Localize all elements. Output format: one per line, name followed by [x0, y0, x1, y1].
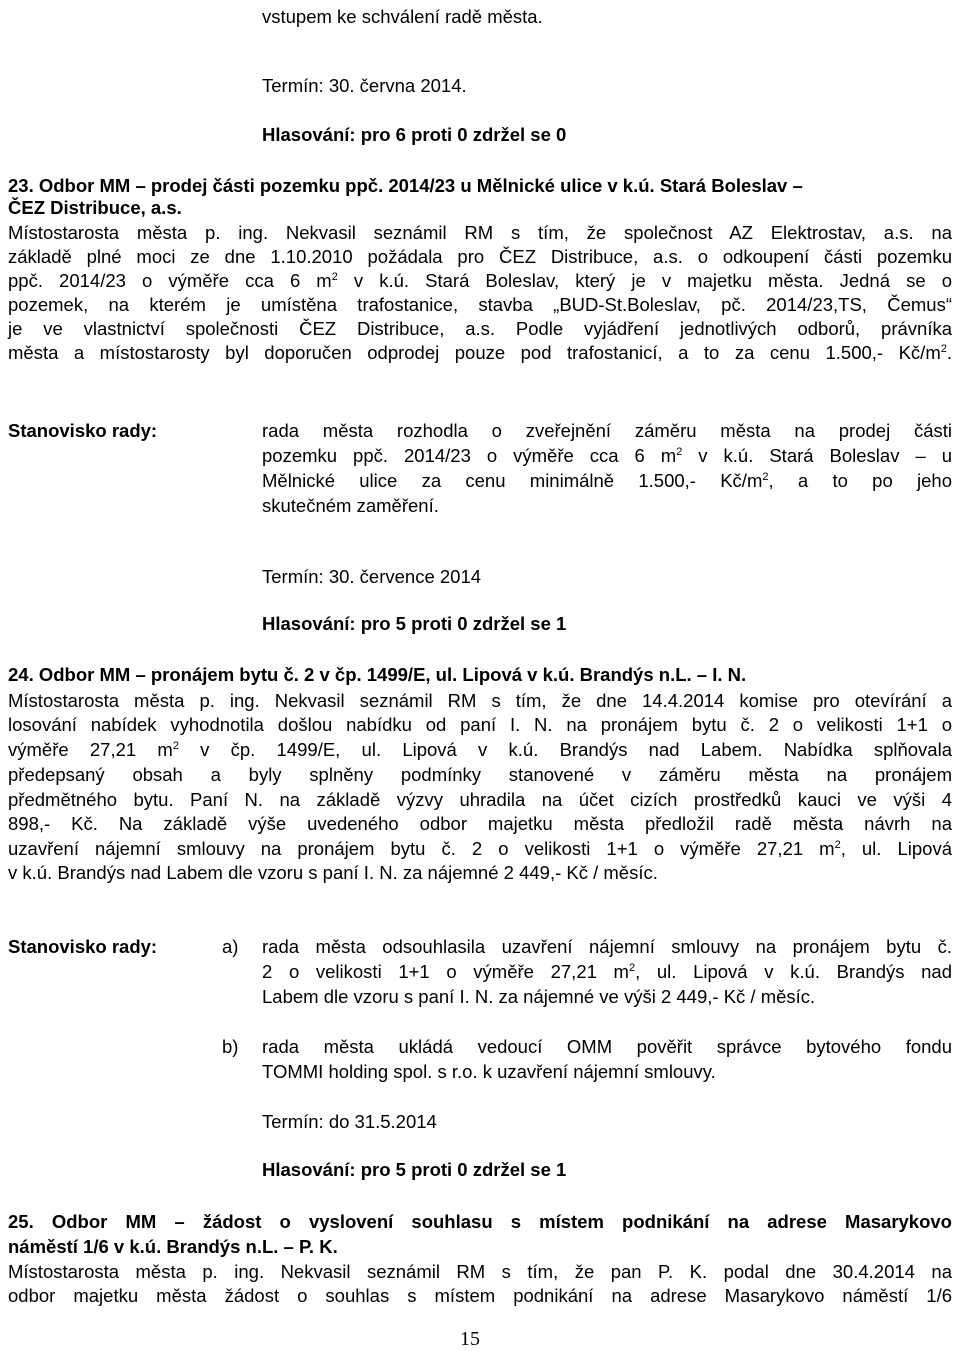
item24-line: v k.ú. Brandýs nad Labem dle vzoru s paní I. N. za nájemné 2 449,- Kč / měsíc. — [8, 862, 658, 883]
item23-heading-1: 23. Odbor MM – prodej části pozemku ppč. 2014/23 u Mělnické ulice v k.ú. Stará Boleslav – — [8, 175, 803, 196]
item24-line: výměře 27,21 $m^2$ v čp. 1499/E, ul. Lipová v k.ú. Brandýs nad Labem. Nabídka splňovala — [8, 739, 952, 760]
item25-line: Místostarosta města p. ing. Nekvasil seznámil RM s tím, že pan P. K. podal dne 30.4.2014 na — [8, 1261, 952, 1282]
item24-termin: Termín: do 31.5.2014 — [262, 1111, 437, 1132]
item24-stanovisko-label: Stanovisko rady: — [8, 936, 158, 957]
item24-b-line: rada města ukládá vedoucí OMM pověřit správce bytového fondu — [262, 1036, 952, 1057]
item24-line: losování nabídek vyhodnotila došlou nabídku od paní I. N. na pronájem bytu č. 2 o velikosti 1+1 o — [8, 714, 952, 735]
page-number: 15 — [460, 1328, 480, 1350]
item24-heading: 24. Odbor MM – pronájem bytu č. 2 v čp. 1499/E, ul. Lipová v k.ú. Brandýs n.L. – I. N. — [8, 664, 747, 685]
item23-stanovisko-line: rada města rozhodla o zveřejnění záměru města na prodej části — [262, 420, 952, 441]
item23-line: města a místostarosty byl doporučen odprodej pouze pod trafostanicí, a to za cenu 1.500,- $Kč/m^2$. — [8, 342, 952, 363]
item24-a-index: a) — [222, 936, 239, 957]
item24-a-line: Labem dle vzoru s paní I. N. za nájemné ve výši 2 449,- Kč / měsíc. — [262, 986, 816, 1007]
item24-line: uzavření nájemní smlouvy na pronájem bytu č. 2 o velikosti 1+1 o výměře 27,21 $m^2$, ul. Lipová — [8, 838, 952, 859]
intro-text: vstupem ke schválení radě města. — [262, 6, 543, 27]
item23-stanovisko-line: skutečném zaměření. — [262, 495, 439, 516]
item23-stanovisko-line: Mělnické ulice za cenu minimálně 1.500,- $Kč/m^2$, a to po jeho — [262, 470, 952, 491]
item24-line: předmětného bytu. Paní N. na základě výzvy uhradila na účet cizích prostředků kauci ve výši 4 — [8, 789, 952, 810]
item24-line: 898,- Kč. Na základě výše uvedeného odbor majetku města předložil radě města návrh na — [8, 813, 952, 834]
item23-termin: Termín: 30. července 2014 — [262, 566, 482, 587]
item23-line: Místostarosta města p. ing. Nekvasil seznámil RM s tím, že společnost AZ Elektrostav, a.s. na — [8, 222, 952, 243]
item25-line: odbor majetku města žádost o souhlas s místem podnikání na adrese Masarykovo náměstí 1/6 — [8, 1285, 952, 1306]
item23-heading-2: ČEZ Distribuce, a.s. — [8, 197, 182, 218]
item25-heading-2: náměstí 1/6 v k.ú. Brandýs n.L. – P. K. — [8, 1236, 338, 1257]
item24-b-index: b) — [222, 1036, 239, 1057]
item23-stanovisko-line: pozemku ppč. 2014/23 o výměře cca 6 $m^2$ v k.ú. Stará Boleslav – u — [262, 445, 952, 466]
item25-heading-1: 25. Odbor MM – žádost o vyslovení souhlasu s místem podnikání na adrese Masarykovo — [8, 1211, 952, 1232]
item24-line: předepsaný obsah a byly splněny podmínky stanovené v záměru města na pronájem — [8, 764, 952, 785]
item23-stanovisko-label: Stanovisko rady: — [8, 420, 158, 441]
item24-hlasovani: Hlasování: pro 5 proti 0 zdržel se 1 — [262, 1159, 567, 1180]
item23-line: pozemek, na kterém je umístěna trafostanice, stavba „BUD-St.Boleslav, pč. 2014/23,TS, Čemus“ — [8, 294, 952, 315]
item24-a-line: 2 o velikosti 1+1 o výměře 27,21 $m^2$, ul. Lipová v k.ú. Brandýs nad — [262, 961, 952, 982]
item24-line: Místostarosta města p. ing. Nekvasil seznámil RM s tím, že dne 14.4.2014 komise pro otevírání a — [8, 690, 952, 711]
item23-hlasovani: Hlasování: pro 5 proti 0 zdržel se 1 — [262, 613, 567, 634]
item24-b-line: TOMMI holding spol. s r.o. k uzavření nájemní smlouvy. — [262, 1061, 716, 1082]
item24-a-line: rada města odsouhlasila uzavření nájemní smlouvy na pronájem bytu č. — [262, 936, 952, 957]
item23-line: ppč. 2014/23 o výměře cca 6 $m^2$ v k.ú. Stará Boleslav, který je v majetku města. Jedná se o — [8, 270, 952, 291]
intro-hlasovani: Hlasování: pro 6 proti 0 zdržel se 0 — [262, 124, 567, 145]
item23-line: základě plné moci ze dne 1.10.2010 požádala pro ČEZ Distribuce, a.s. o odkoupení části pozemku — [8, 246, 952, 267]
item23-line: je ve vlastnictví společnosti ČEZ Distribuce, a.s. Podle vyjádření jednotlivých odborů, právníka — [8, 318, 952, 339]
intro-termin: Termín: 30. června 2014. — [262, 75, 467, 96]
